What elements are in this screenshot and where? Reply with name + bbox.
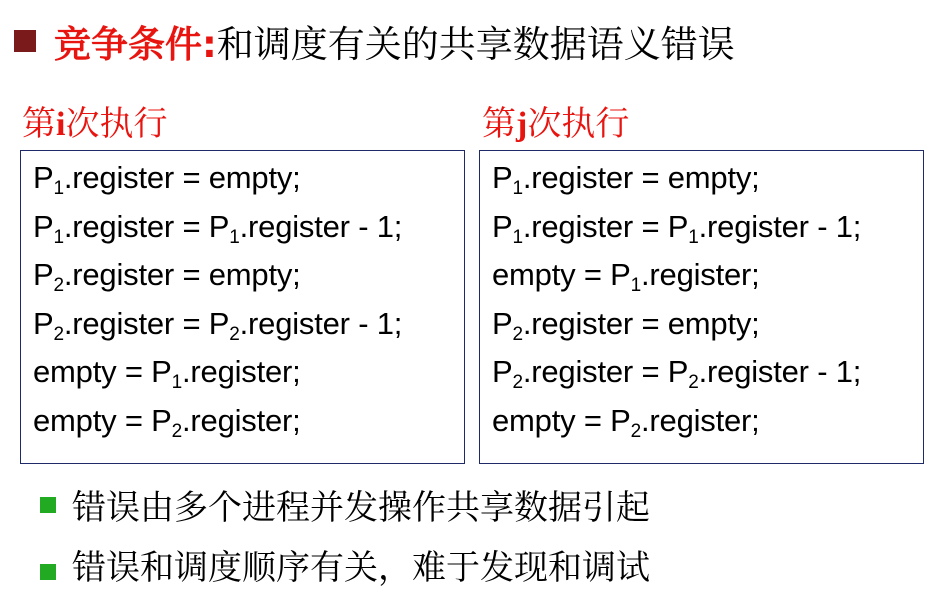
slide-title	[14, 14, 735, 68]
column-label-var: i	[56, 106, 66, 143]
code-text: .register = P	[522, 354, 689, 389]
code-line	[33, 348, 464, 397]
code-line	[33, 251, 464, 300]
code-text: empty = P	[492, 257, 631, 292]
bullet-item	[40, 540, 650, 589]
column-label-prefix: 第	[482, 104, 516, 144]
code-subscript: 2	[53, 323, 64, 345]
code-line	[33, 154, 464, 203]
code-text: empty = P	[33, 402, 172, 438]
code-subscript: 1	[630, 275, 641, 296]
code-subscript: 1	[53, 226, 64, 248]
code-line	[33, 203, 464, 252]
code-subscript: 2	[630, 420, 641, 442]
code-text: P	[33, 305, 54, 341]
code-text: .register = P	[63, 208, 230, 244]
code-subscript: 1	[229, 226, 240, 248]
code-text: empty = P	[492, 402, 631, 438]
code-text: empty = P	[33, 354, 172, 389]
code-subscript: 2	[171, 420, 182, 442]
column-label-i	[22, 96, 167, 145]
code-text: P	[33, 257, 54, 292]
column-label-j	[482, 96, 629, 145]
code-line	[492, 154, 923, 203]
code-text: .register - 1;	[698, 208, 862, 244]
code-line	[33, 397, 464, 446]
green-square-bullet-icon	[40, 497, 56, 513]
code-subscript: 2	[512, 323, 523, 345]
code-subscript: 1	[512, 226, 523, 248]
bullet-item	[40, 480, 650, 529]
code-line	[492, 300, 923, 349]
column-label-var: j	[516, 106, 528, 143]
code-subscript: 2	[688, 372, 699, 393]
code-line	[492, 203, 923, 252]
code-text: .register - 1;	[698, 354, 862, 389]
title-term: 竞争条件:	[54, 23, 217, 66]
code-text: .register = P	[522, 208, 689, 244]
code-text: P	[492, 160, 513, 195]
code-text: P	[33, 160, 54, 195]
code-line	[492, 251, 923, 300]
column-label-suffix: 次执行	[65, 104, 168, 144]
code-subscript: 2	[229, 323, 240, 345]
code-text: .register;	[182, 402, 301, 438]
code-text: .register;	[182, 354, 301, 389]
code-subscript: 1	[688, 226, 699, 248]
column-label-prefix: 第	[22, 104, 56, 144]
code-text: .register = empty;	[522, 160, 760, 195]
bullet-text: 错误和调度顺序有关，难于发现和调试	[72, 548, 650, 588]
code-subscript: 1	[171, 372, 182, 393]
code-box-execution-i	[20, 150, 465, 464]
code-subscript: 2	[53, 275, 64, 296]
code-text: P	[492, 354, 513, 389]
title-description: 和调度有关的共享数据语义错误	[216, 23, 735, 66]
green-square-bullet-icon	[40, 564, 56, 580]
code-text: .register = empty;	[63, 257, 301, 292]
code-text: .register = empty;	[63, 160, 301, 195]
code-subscript: 1	[53, 178, 64, 199]
code-box-execution-j	[479, 150, 924, 464]
code-text: P	[33, 208, 54, 244]
code-text: .register;	[641, 257, 760, 292]
column-label-suffix: 次执行	[527, 104, 630, 144]
code-text: .register = empty;	[522, 305, 760, 341]
code-line	[492, 348, 923, 397]
code-text: .register - 1;	[239, 305, 403, 341]
code-line	[33, 300, 464, 349]
bullet-text: 错误由多个进程并发操作共享数据引起	[72, 488, 650, 528]
code-text: .register;	[641, 402, 760, 438]
code-text: P	[492, 208, 513, 244]
code-subscript: 1	[512, 178, 523, 199]
code-text: .register = P	[63, 305, 230, 341]
code-text: P	[492, 305, 513, 341]
code-text: .register - 1;	[239, 208, 403, 244]
title-bullet-icon	[14, 30, 36, 52]
code-line	[492, 397, 923, 446]
code-subscript: 2	[512, 372, 523, 393]
